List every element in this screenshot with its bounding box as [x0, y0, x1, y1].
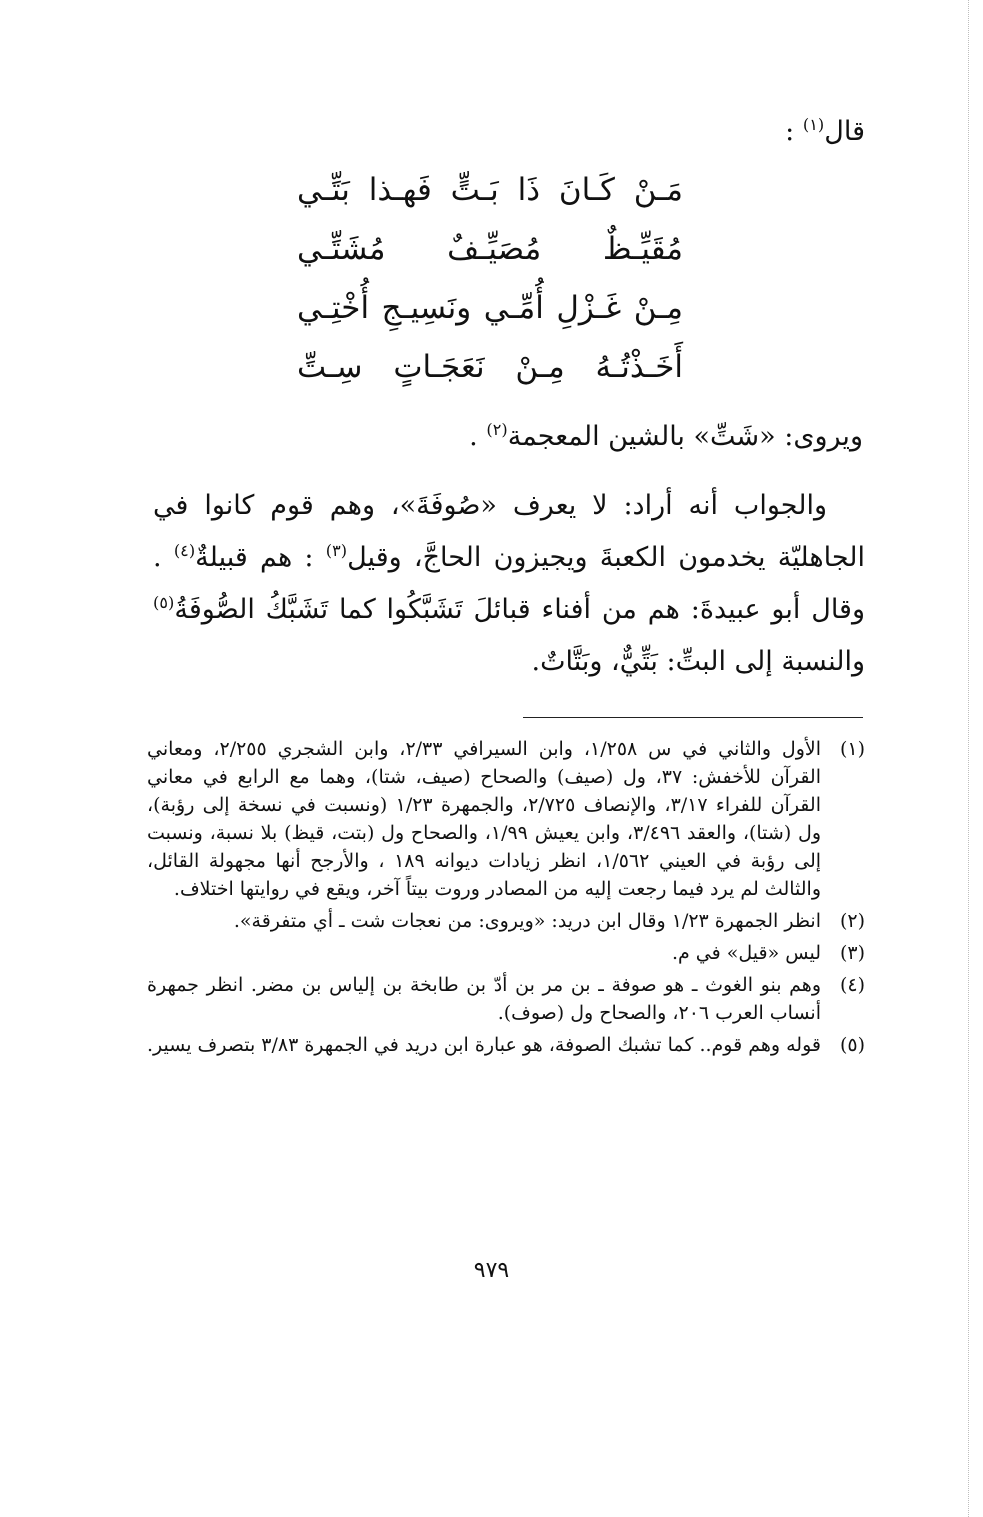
variant-text: ويروى: «شَتِّ» بالشين المعجمة [507, 421, 863, 452]
footnotes [147, 735, 865, 1063]
verse-line-3: مِـنْ غَـزْلِ أُمِّـي ونَسِيـجِ أُخْتِـي [297, 290, 683, 326]
footnote-number: (٣) [839, 942, 865, 964]
commentary-part-2: : هم قبيلةٌ [195, 542, 314, 573]
footnote-1 [147, 735, 865, 903]
footnote-ref-3: (٣) [325, 541, 348, 560]
footnote-ref-4: (٤) [173, 541, 196, 560]
commentary-part-1: والجواب أنه أراد: لا يعرف «صُوفَةَ»، وهم قوم كانوا في الجاهليّة يخدمون الكعبةَ ويجيزون الحاجَّ، وقيل [153, 490, 865, 573]
footnote-ref-5: (٥) [153, 593, 175, 612]
footnote-3 [147, 939, 865, 967]
footnote-text: ليس «قيل» في م. [671, 942, 821, 964]
page-number: ٩٧٩ [473, 1258, 510, 1283]
footnote-2 [147, 907, 865, 935]
footnote-text: وهم بنو الغوث ـ هو صوفة ـ بن مر بن أدّ بن طابخة بن إلياس بن مضر. انظر جمهرة أنساب العرب ٢٠٦، والصحاح ول (صوف). [147, 974, 821, 1024]
intro-footnote-ref: (١) [802, 115, 825, 134]
intro-line [785, 112, 865, 152]
footnote-text: انظر الجمهرة ١/٢٣ وقال ابن دريد: «ويروى: من نعجات شت ـ أي متفرقة». [233, 910, 821, 932]
variant-footnote-ref: (٢) [486, 420, 508, 439]
footnote-separator [523, 717, 863, 718]
footnote-text: قوله وهم قوم.. كما تشبك الصوفة، هو عبارة ابن دريد في الجمهرة ٣/٨٣ بتصرف يسير. [147, 1034, 821, 1056]
footnote-number: (٤) [839, 974, 865, 996]
commentary-paragraph [153, 480, 865, 688]
commentary-part-3: . وقال أبو عبيدةَ: هم من أفناء قبائلَ تَشَبَّكُوا كما تَشَبَّكُ الصُّوفَةُ [153, 542, 865, 625]
footnote-number: (٥) [839, 1034, 865, 1056]
intro-label: قال [824, 116, 865, 147]
variant-reading [469, 415, 863, 459]
footnote-number: (١) [839, 738, 865, 760]
commentary-part-4: والنسبة إلى البتِّ: بَتِّيٌّ، وبَتَّاتٌ. [531, 646, 865, 677]
footnote-4 [147, 971, 865, 1027]
page-edge-line [968, 0, 969, 1517]
verse-line-4: أَخَـذْتُـهُ مِـنْ نَعَجَـاتٍ سِـتِّ [297, 349, 683, 385]
footnote-number: (٢) [839, 910, 865, 932]
verse-line-1: مَـنْ كَـانَ ذَا بَـتٍّ فَهـذا بَتِّـي [297, 172, 683, 208]
verse-line-2: مُقَيِّـظٌ مُصَيِّـفٌ مُشَتِّـي [297, 231, 683, 267]
intro-colon: : [785, 116, 795, 147]
footnote-text: الأول والثاني في س ١/٢٥٨، وابن السيرافي ٢/٣٣، وابن الشجري ٢/٢٥٥، ومعاني القرآن للأخفش: ٣٧، ول (صيف) والصحاح (صيف، شتا)، وهما مع الرابع في معاني القرآن للفراء ٣/١٧، والإنصاف ٢/٧٢٥، والجمهرة ١/٢٣ (ونسبت في نسخة إلى رؤبة)، ول (شتا)، والعقد ٣/٤٩٦، وابن يعيش ١/٩٩، والصحاح ول (بتت، قيظ) بلا نسبة، ونسبت إلى رؤبة في العيني ١/٥٦٢، انظر زيادات ديوانه ١٨٩ ، والأرجح أنها مجهولة القائل، والثالث لم يرد فيما رجعت إليه من المصادر وروت بيتاً آخر، ويقع في روايتها اختلاف. [147, 738, 822, 900]
footnote-5 [147, 1031, 865, 1059]
variant-end: . [469, 421, 478, 452]
